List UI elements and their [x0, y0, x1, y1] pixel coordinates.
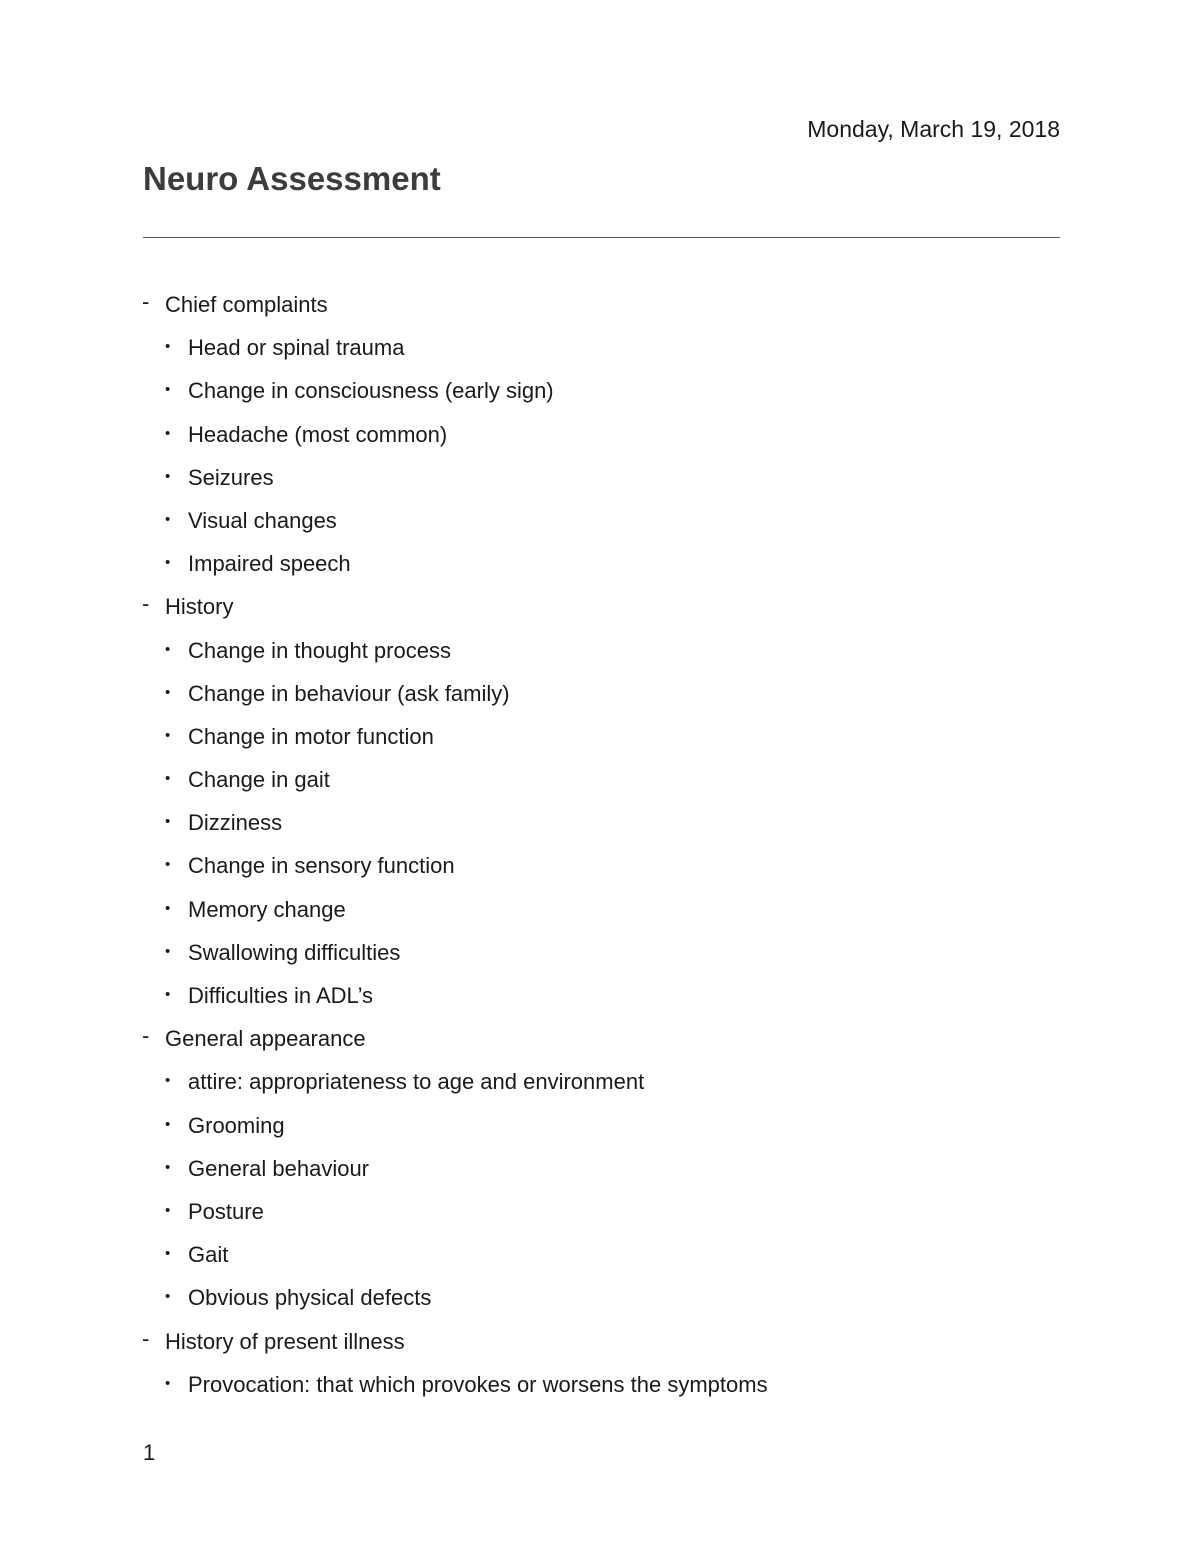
bullet-marker: •: [165, 1374, 171, 1392]
list-item: [0, 632, 1200, 675]
notes-outline: [0, 286, 1200, 1409]
list-item-text: Change in sensory function: [188, 853, 455, 879]
section-heading: [0, 1020, 1200, 1063]
bullet-marker: •: [165, 986, 171, 1003]
bullet-marker: •: [165, 338, 171, 356]
list-item-text: Dizziness: [188, 810, 283, 836]
list-item: [0, 1366, 1200, 1409]
list-item-text: Change in thought process: [188, 637, 451, 663]
list-item: [0, 847, 1200, 890]
list-item: [0, 1150, 1200, 1193]
list-item-text: Change in gait: [188, 767, 330, 793]
page-number: 1: [143, 1440, 156, 1465]
list-item-text: Change in motor function: [188, 723, 434, 749]
title-divider: [143, 237, 1060, 238]
list-item-text: Obvious physical defects: [188, 1285, 432, 1311]
list-item-text: attire: appropriateness to age and environment: [188, 1069, 645, 1095]
list-item-text: Change in consciousness (early sign): [188, 378, 554, 404]
list-item: [0, 329, 1200, 372]
bullet-marker: •: [165, 424, 171, 442]
bullet-marker: •: [165, 1158, 171, 1176]
section-label: Chief complaints: [165, 292, 328, 317]
page-title: Neuro Assessment: [143, 160, 441, 197]
list-item: [0, 1107, 1200, 1150]
bullet-marker: •: [165, 726, 171, 744]
date-label: Monday, March 19, 2018: [807, 116, 1060, 142]
list-item-text: Grooming: [188, 1112, 285, 1138]
list-item-text: Posture: [188, 1198, 264, 1224]
list-item-text: Headache (most common): [188, 421, 448, 447]
dash-marker: -: [142, 1325, 150, 1351]
bullet-marker: •: [165, 510, 171, 528]
list-item-text: General behaviour: [188, 1155, 370, 1181]
list-item: [0, 1236, 1200, 1279]
bullet-marker: •: [165, 467, 171, 485]
list-item: [0, 891, 1200, 934]
list-item-text: Visual changes: [188, 507, 337, 533]
bullet-marker: •: [165, 1288, 171, 1306]
list-item-text: Gait: [188, 1242, 229, 1268]
list-item: [0, 718, 1200, 761]
bullet-marker: •: [165, 554, 171, 572]
bullet-marker: •: [165, 813, 171, 831]
section-heading: [0, 1323, 1200, 1366]
bullet-marker: •: [165, 942, 171, 960]
bullet-marker: •: [165, 640, 171, 658]
list-item: [0, 977, 1200, 1020]
list-item-text: Swallowing difficulties: [188, 939, 401, 965]
list-item-text: Impaired speech: [188, 551, 351, 577]
bullet-marker: •: [165, 381, 171, 399]
bullet-marker: •: [165, 1201, 171, 1219]
list-item-text: Head or spinal trauma: [188, 335, 405, 361]
list-item: [0, 502, 1200, 545]
list-item: [0, 761, 1200, 804]
list-item: [0, 1063, 1200, 1106]
bullet-marker: •: [165, 1245, 171, 1263]
dash-marker: -: [142, 1023, 150, 1049]
bullet-marker: •: [165, 770, 171, 788]
bullet-marker: •: [165, 899, 171, 917]
list-item-text: Change in behaviour (ask family): [188, 680, 510, 706]
list-item: [0, 804, 1200, 847]
bullet-marker: •: [165, 683, 171, 701]
section-label: History: [165, 594, 234, 620]
dash-marker: -: [142, 591, 150, 617]
list-item: [0, 416, 1200, 459]
list-item-text: Difficulties in ADL’s: [188, 983, 374, 1008]
list-item-text: Provocation: that which provokes or worsens the symptoms: [188, 1371, 768, 1397]
list-item: [0, 459, 1200, 502]
dash-marker: -: [142, 289, 150, 314]
bullet-marker: •: [165, 856, 171, 874]
list-item: [0, 1279, 1200, 1322]
section-heading: [0, 588, 1200, 631]
list-item: [0, 372, 1200, 415]
section-label: History of present illness: [165, 1328, 405, 1354]
list-item: [0, 675, 1200, 718]
bullet-marker: •: [165, 1072, 171, 1090]
list-item: [0, 1193, 1200, 1236]
list-item-text: Seizures: [188, 464, 274, 490]
list-item: [0, 545, 1200, 588]
list-item-text: Memory change: [188, 896, 346, 922]
section-label: General appearance: [165, 1026, 366, 1052]
section-heading: [0, 286, 1200, 329]
list-item: [0, 934, 1200, 977]
bullet-marker: •: [165, 1115, 171, 1133]
